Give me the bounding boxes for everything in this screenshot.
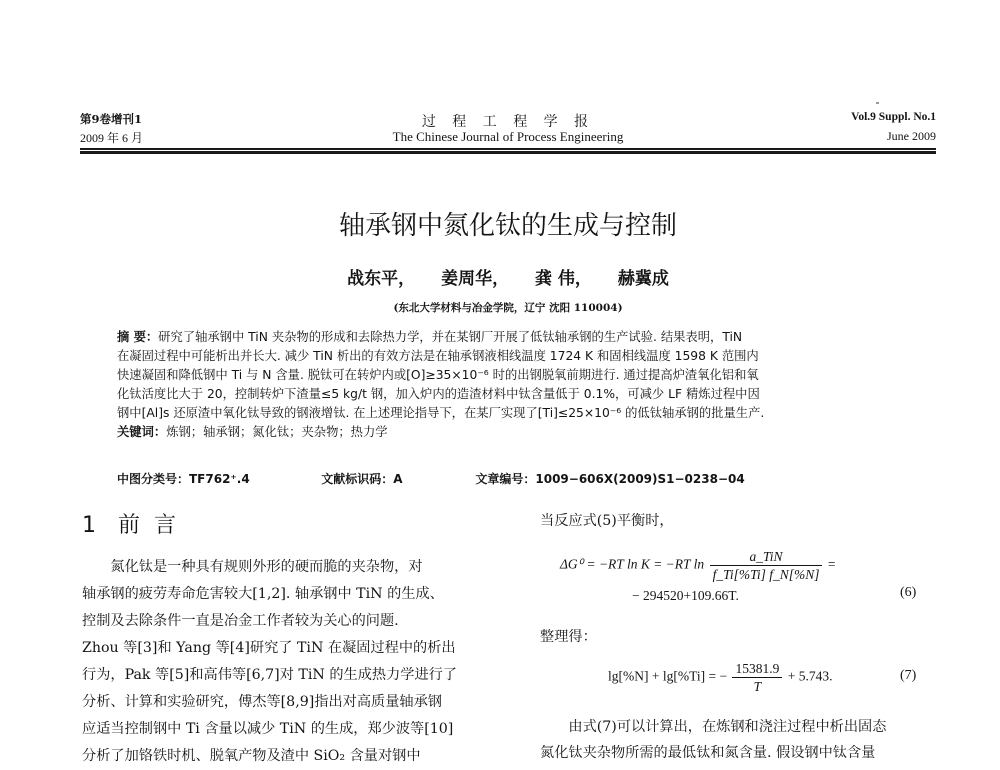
- right-para-line: 氮化钛夹杂物所需的最低钛和氮含量. 假设钢中钛含量: [540, 745, 876, 761]
- journal-name-en: The Chinese Journal of Process Engineering: [392, 129, 624, 144]
- eq6-fraction: [710, 548, 823, 583]
- right-intro: 当反应式(5)平衡时，: [540, 513, 674, 529]
- equation-6: [560, 548, 835, 583]
- body-line: 氮化钛是一种具有规则外形的硬而脆的夹杂物，对: [82, 559, 423, 575]
- abstract: [117, 328, 903, 442]
- eq7-denominator: T: [753, 679, 762, 694]
- body-line: 分析、计算和实验研究，傅杰等[8,9]指出对高质量轴承钢: [82, 694, 442, 710]
- eq6-equals: =: [827, 556, 836, 572]
- section-title: 前言: [118, 513, 191, 538]
- right-tidy: 整理得：: [540, 629, 597, 645]
- body-line: 分析了加铬铁时机、脱氧产物及渣中 SiO₂ 含量对钢中: [82, 748, 421, 764]
- date-cn: 2009 年 6 月: [80, 131, 144, 145]
- author-3: 龚 伟，: [535, 269, 592, 289]
- abstract-line: 在凝固过程中可能析出并长大. 减少 TiN 析出的有效方法是在轴承钢液相线温度 1724 K 和固相线温度 1598 K 范围内: [117, 349, 759, 363]
- abstract-line: 钢中[Al]s 还原渣中氧化钛导致的钢液增钛. 在上述理论指导下，在某厂实现了[Ti]≤25×10⁻⁶ 的低钛轴承钢的批量生产.: [117, 406, 765, 420]
- eq7-numerator: 15381.9: [732, 660, 782, 678]
- body-line: 应适当控制钢中 Ti 含量以减少 TiN 的生成，郑少波等[10]: [82, 721, 454, 737]
- running-header-top: [80, 111, 936, 129]
- equation-6-line-2: − 294520+109.66T.: [632, 588, 739, 603]
- equation-7-number: (7): [900, 668, 917, 683]
- article-number: 文章编号：1009−606X(2009)S1−0238−04: [475, 472, 745, 486]
- body-line: Zhou 等[3]和 Yang 等[4]研究了 TiN 在凝固过程中的析出: [82, 640, 456, 656]
- abstract-line: [117, 328, 903, 347]
- section-heading: [82, 508, 190, 539]
- eq7-tail: + 5.743.: [787, 668, 833, 684]
- eq7-lhs: lg[%N] + lg[%Ti] = −: [608, 668, 728, 684]
- volume-issue-cn: 第9卷增刊1: [80, 112, 143, 126]
- scan-speck: [876, 102, 879, 104]
- eq7-fraction: [732, 660, 782, 695]
- body-line: 控制及去除条件一直是冶金工作者较为关心的问题.: [82, 613, 399, 629]
- running-header-bottom: [80, 129, 936, 147]
- keywords-label: 关键词：: [117, 425, 167, 439]
- classification-line: [117, 470, 745, 487]
- right-para-line: 由式(7)可以计算出，在炼钢和浇注过程中析出固态: [540, 719, 887, 735]
- date-en: June 2009: [887, 129, 936, 143]
- header-rule-thick: [80, 151, 936, 154]
- abstract-line: 快速凝固和降低钢中 Ti 与 N 含量. 脱钛可在转炉内或[O]≥35×10⁻⁶ 时的出钢脱氧前期进行. 通过提高炉渣氧化铝和氧: [117, 368, 759, 382]
- paper-title: 轴承钢中氮化钛的生成与控制: [338, 211, 677, 241]
- body-line: 行为，Pak 等[5]和高伟等[6,7]对 TiN 的生成热力学进行了: [82, 667, 458, 683]
- author-4: 赫冀成: [617, 269, 669, 289]
- author-list: [80, 264, 936, 289]
- journal-name-cn: 过 程 工 程 学 报: [421, 114, 595, 130]
- keywords-line: [117, 423, 903, 442]
- equation-6-number: (6): [900, 585, 917, 600]
- section-number: 1: [82, 513, 96, 538]
- document-code: 文献标识码：A: [321, 472, 403, 486]
- equation-7: [608, 660, 832, 695]
- volume-issue-en: Vol.9 Suppl. No.1: [851, 111, 936, 123]
- affiliation: (东北大学材料与冶金学院，辽宁 沈阳 110004): [393, 302, 623, 314]
- abstract-text: 研究了轴承钢中 TiN 夹杂物的形成和去除热力学，并在某钢厂开展了低钛轴承钢的生产试验. 结果表明，TiN: [158, 330, 743, 344]
- eq6-numerator: a_TiN: [710, 548, 823, 566]
- clc-number: 中图分类号：TF762⁺.4: [117, 472, 250, 486]
- author-2: 姜周华，: [441, 269, 510, 289]
- abstract-label: 摘 要：: [117, 330, 159, 344]
- body-line: 轴承钢的疲劳寿命危害较大[1,2]. 轴承钢中 TiN 的生成、: [82, 586, 444, 602]
- abstract-line: 化钛活度比大于 20，控制转炉下渣量≤5 kg/t 钢，加入炉内的造渣材料中钛含量低于 0.1%，可减少 LF 精炼过程中因: [117, 387, 760, 401]
- keywords-value: 炼钢；轴承钢；氮化钛；夹杂物；热力学: [166, 425, 388, 439]
- header-rule-thin: [80, 148, 936, 150]
- author-1: 战东平，: [347, 269, 416, 289]
- eq6-denominator: f_Ti[%Ti] f_N[%N]: [712, 567, 820, 582]
- left-column: [82, 554, 492, 770]
- eq6-lhs: ΔG⁰ = −RT ln K = −RT ln: [560, 556, 705, 572]
